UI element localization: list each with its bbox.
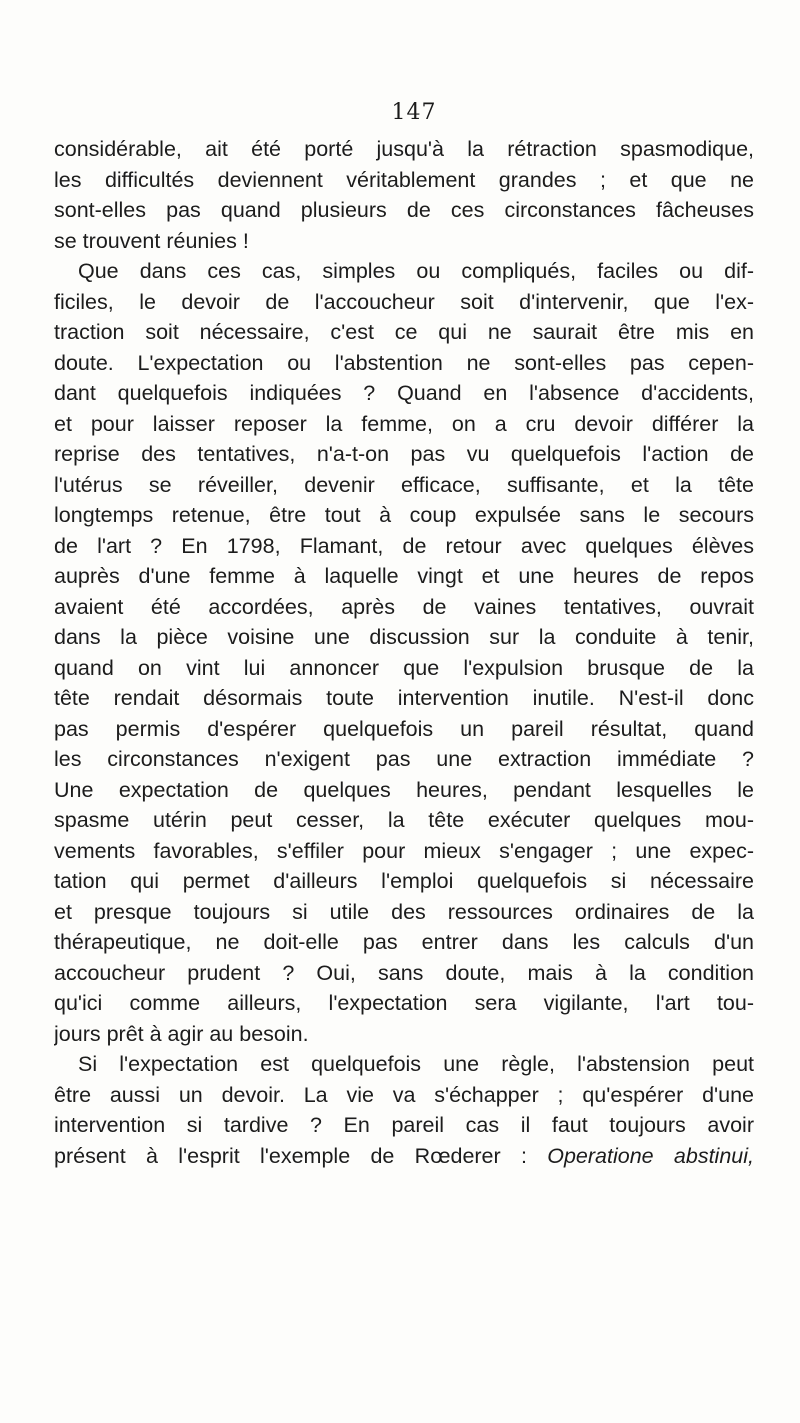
text-line: de l'art ? En 1798, Flamant, de retour avec quelques élèves <box>54 533 754 558</box>
text-line: pas permis d'espérer quelquefois un pareil résultat, quand <box>54 716 754 741</box>
text-line: Une expectation de quelques heures, pendant lesquelles le <box>54 777 754 802</box>
paragraph-start-line: Si l'expectation est quelquefois une règle, l'abstension peut <box>78 1052 754 1076</box>
text-line: vements favorables, s'effiler pour mieux s'engager ; une expec- <box>54 838 754 863</box>
text-line: dant quelquefois indiquées ? Quand en l'absence d'accidents, <box>54 381 754 405</box>
text-line: tête rendait désormais toute intervention inutile. N'est-il donc <box>54 686 754 710</box>
text-line: se trouvent réunies ! <box>54 228 249 253</box>
text-line: et pour laisser reposer la femme, on a cru devoir différer la <box>54 411 754 436</box>
text-line: être aussi un devoir. La vie va s'échapper ; qu'espérer d'une <box>54 1082 754 1107</box>
text-line: quand on vint lui annoncer que l'expulsion brusque de la <box>54 655 754 680</box>
page-body-text <box>54 134 754 1171</box>
text-line: avaient été accordées, après de vaines tentatives, ouvrait <box>54 594 754 619</box>
text-line: tation qui permet d'ailleurs l'emploi quelquefois si nécessaire <box>54 869 754 893</box>
text-line: intervention si tardive ? En pareil cas il faut toujours avoir <box>54 1113 754 1137</box>
text-line: longtemps retenue, être tout à coup expulsée sans le secours <box>54 503 754 527</box>
text-line: dans la pièce voisine une discussion sur la conduite à tenir, <box>54 625 754 649</box>
text-line: l'utérus se réveiller, devenir efficace, suffisante, et la tête <box>54 472 754 497</box>
text-line: les difficultés deviennent véritablement grandes ; et que ne <box>54 167 754 192</box>
text-line: accoucheur prudent ? Oui, sans doute, mais à la condition <box>54 960 754 985</box>
text-line: qu'ici comme ailleurs, l'expectation sera vigilante, l'art tou- <box>54 991 754 1015</box>
latin-quotation: Operatione abstinui, <box>547 1143 754 1168</box>
text-line: doute. L'expectation ou l'abstention ne sont-elles pas cepen- <box>54 350 754 375</box>
text-line: jours prêt à agir au besoin. <box>54 1021 309 1046</box>
text-line: considérable, ait été porté jusqu'à la rétraction spasmodique, <box>54 137 754 161</box>
text-line: auprès d'une femme à laquelle vingt et une heures de repos <box>54 564 754 588</box>
text-line: reprise des tentatives, n'a-t-on pas vu quelquefois l'action de <box>54 442 754 466</box>
text-line: sont-elles pas quand plusieurs de ces circonstances fâcheuses <box>54 198 754 222</box>
text-line: ficiles, le devoir de l'accoucheur soit d'intervenir, que l'ex- <box>54 289 754 314</box>
final-text-line <box>54 1141 754 1172</box>
final-line-roman: présent à l'esprit l'exemple de Rœderer : <box>54 1143 548 1168</box>
text-line: spasme utérin peut cesser, la tête exécuter quelques mou- <box>54 808 754 832</box>
paragraph-start-line: Que dans ces cas, simples ou compliqués, faciles ou dif- <box>78 259 754 283</box>
text-line: thérapeutique, ne doit-elle pas entrer dans les calculs d'un <box>54 930 754 954</box>
text-line: et presque toujours si utile des ressources ordinaires de la <box>54 899 754 924</box>
page-number: 147 <box>391 100 437 125</box>
text-line: traction soit nécessaire, c'est ce qui ne saurait être mis en <box>54 320 754 344</box>
text-line: les circonstances n'exigent pas une extraction immédiate ? <box>54 747 754 771</box>
